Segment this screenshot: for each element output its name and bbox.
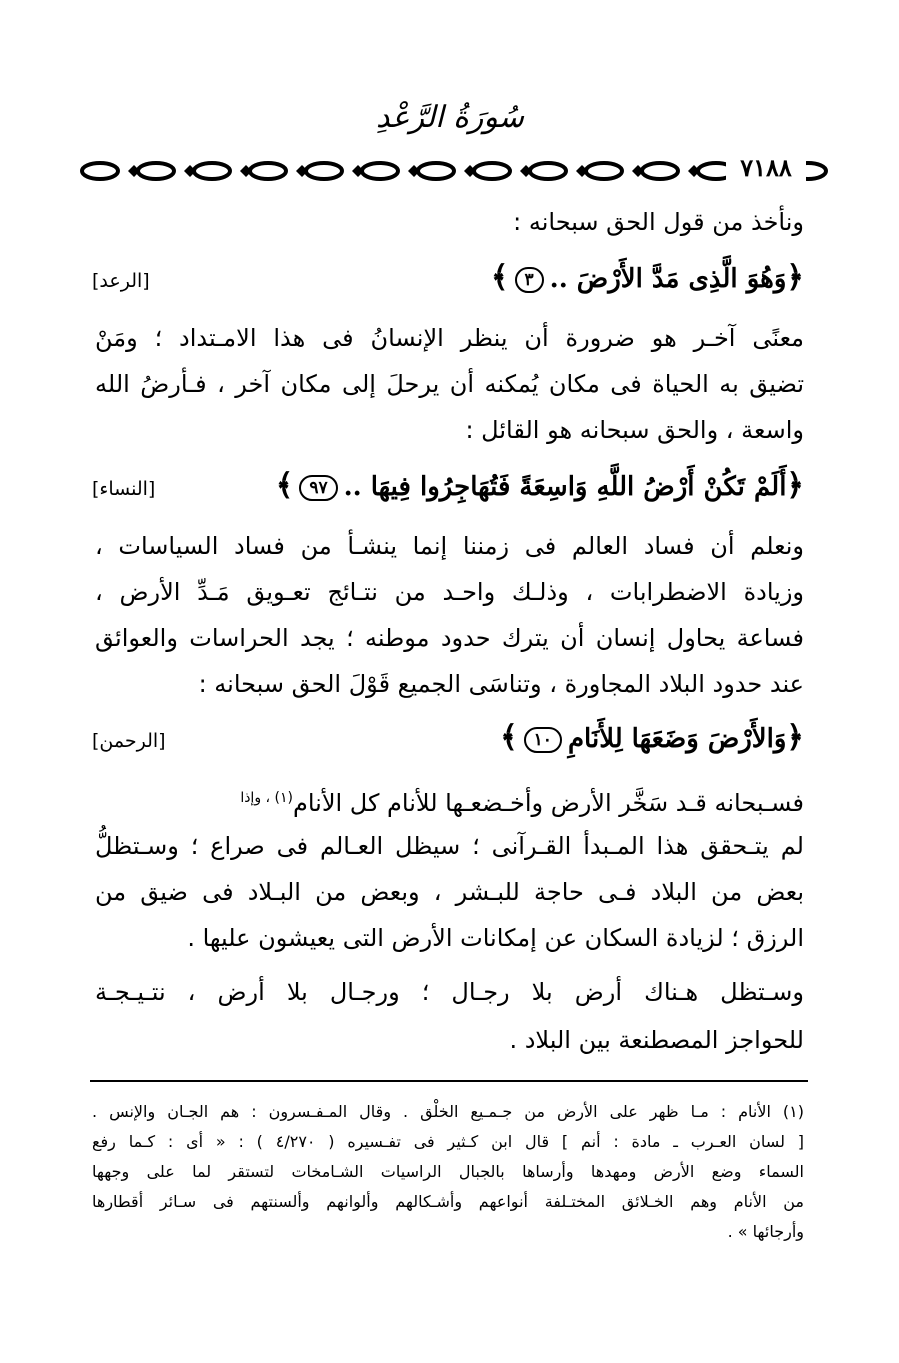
footnote-line: [ لسان العـرب ـ مادة : أنم ] قال ابن كـثير فى تفـسيره ( ٤/٢٧٠ ) : « أى : كـما رفع xyxy=(92,1132,804,1151)
paragraph-line: الرزق ؛ لزيادة السكان عن إمكانات الأرض التى يعيشون عليها . xyxy=(187,924,804,952)
footnote-line: (١) الأنام : مـا ظهر على الأرض من جـمـيع الخلْق . وقال المـفـسرون : هم الجـان والإنس . xyxy=(92,1102,804,1121)
paragraph-line: واسعة ، والحق سبحانه هو القائل : xyxy=(465,416,804,444)
ornament-border xyxy=(78,158,830,184)
page-number: ٧١٨٨ xyxy=(726,153,806,183)
ornate-brace-open: ﴿ xyxy=(786,720,804,755)
paragraph-line: تضيق به الحياة فى مكان يُمكنه أن يرحلَ إلى مكان آخر ، فـأرضُ الله xyxy=(95,370,804,398)
surah-title: سُورَةُ الرَّعْدِ xyxy=(375,100,525,135)
verse-text: وَالأَرْضَ وَضَعَهَا لِلأَنَامِ xyxy=(567,724,787,754)
ornate-brace-open: ﴿ xyxy=(786,468,804,503)
paragraph-line: للحواجز المصطنعة بين البلاد . xyxy=(509,1026,804,1054)
surah-reference: [الرحمن] xyxy=(92,730,166,752)
surah-reference: [الرعد] xyxy=(92,270,150,292)
paragraph-line: ونأخذ من قول الحق سبحانه : xyxy=(513,208,804,236)
paragraph-line: فساعة يحاول إنسان أن يترك حدود موطنه ؛ يجد الحراسات والعوائق xyxy=(95,624,804,652)
verse-text: وَهُوَ الَّذِى مَدَّ الأَرْضَ .. xyxy=(549,264,787,294)
verse-number-badge: ٣ xyxy=(515,267,544,293)
footnote-marker: (١) ، وإذا xyxy=(240,790,293,806)
paragraph-line xyxy=(240,778,804,823)
paragraph-line: معنًى آخـر هو ضرورة أن ينظر الإنسانُ فى هذا الامـتداد ؛ ومَنْ xyxy=(95,324,804,352)
paragraph-line: وزيادة الاضطرابات ، وذلـك واحـد من نتـائج تعـويق مَـدِّ الأرض ، xyxy=(95,578,804,606)
verse-number-badge: ١٠ xyxy=(524,727,562,753)
footnote-line: وأرجائها » . xyxy=(727,1222,804,1241)
footnote-line: السماء وضع الأرض ومهدها وأرساها بالجبال الراسيات الشـامخات لتستقر لما على وجهها xyxy=(92,1162,804,1181)
verse-text: أَلَمْ تَكُنْ أَرْضُ اللَّهِ وَاسِعَةً فَتُهَاجِرُوا فِيهَا .. xyxy=(343,472,787,502)
quran-verse xyxy=(491,256,804,301)
paragraph-line: لم يتـحقق هذا المـبدأ القـرآنى ؛ سيظل العـالم فى صراع ؛ وسـتظلُّ xyxy=(95,832,804,860)
paragraph-line: بعض من البلاد فـى حاجة للبـشر ، وبعض من البـلاد فى ضيق من xyxy=(95,878,804,906)
quran-verse xyxy=(276,464,804,509)
footnote-separator xyxy=(90,1080,808,1082)
verse-number-badge: ٩٧ xyxy=(299,475,337,501)
paragraph-line: وسـتظل هـناك أرض بلا رجـال ؛ ورجـال بلا أرض ، نتـيـجـة xyxy=(95,978,804,1006)
paragraph-line: ونعلم أن فساد العالم فى زمننا إنما ينشـأ من فساد السياسات ، xyxy=(95,532,804,560)
quran-verse xyxy=(500,716,804,761)
paragraph-line: عند حدود البلاد المجاورة ، وتناسَى الجميع قَوْلَ الحق سبحانه : xyxy=(198,670,804,698)
ornate-brace-close: ﴾ xyxy=(490,260,509,295)
ornate-brace-open: ﴿ xyxy=(786,260,804,295)
ornate-brace-close: ﴾ xyxy=(275,468,294,503)
surah-reference: [النساء] xyxy=(92,478,156,500)
paragraph-text: فسـبحانه قـد سَخَّر الأرض وأخـضعـها للأنام كل الأنام xyxy=(292,789,804,817)
footnote-line: من الأنام وهم الخـلائق المختـلفة أنواعهم وأشـكالهم وألوانهم وألسنتهم فى سـائر أقطارها xyxy=(92,1192,804,1211)
ornate-brace-close: ﴾ xyxy=(500,720,518,755)
